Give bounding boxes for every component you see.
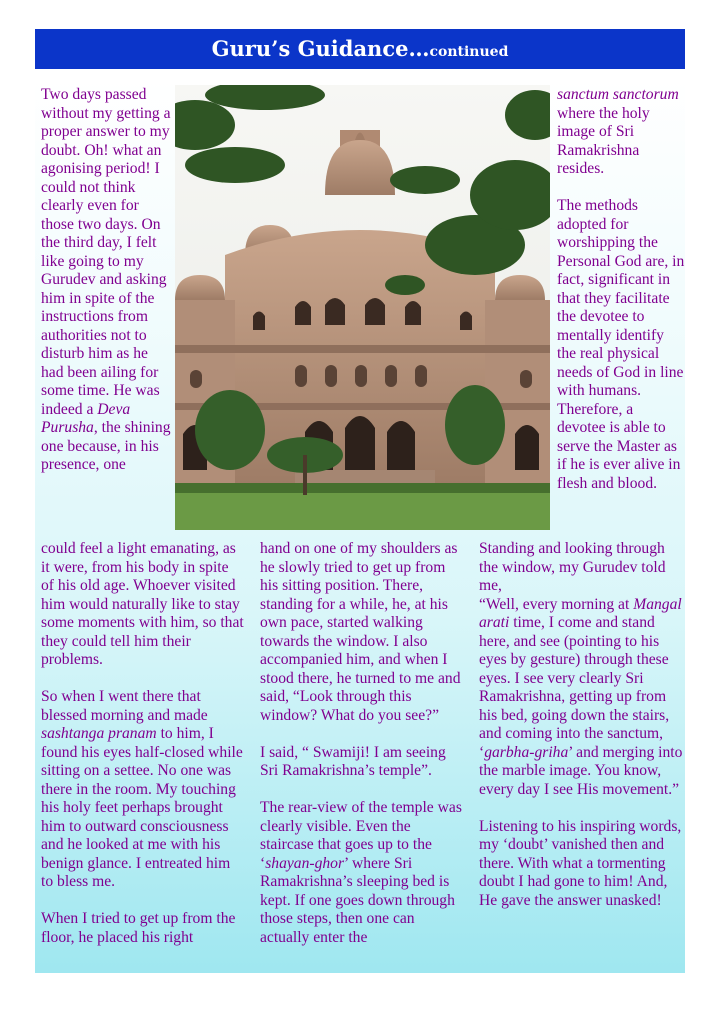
- page-title: Guru’s Guidance…: [211, 36, 430, 61]
- pranam-paragraph: [41, 688, 244, 892]
- pranam-text-end: to him, I found his eyes half-closed while sitting on a settee. No one was there in the room. My touching his holy feet perhaps brought him to outward consciousness and he looked at me with his benign glance. I entreated him to bless me.: [41, 725, 243, 890]
- shayan-ghor-term: shayan-ghor: [265, 854, 345, 872]
- deva-purusha-term: Deva Purusha: [41, 400, 131, 436]
- text-column-2: [260, 540, 464, 947]
- quote-middle: time, I come and stand here, and see (pointing to his eyes by gesture) through these eyes. I see very clearly Sri Ramakrishna, getting up from his bed, going down the stairs, and coming into the sanctum, ‘: [479, 614, 670, 761]
- quote-intro: Standing and looking through the window, my Gurudev told me,: [479, 540, 666, 594]
- sanctum-term: sanctum sanctorum: [557, 86, 679, 103]
- mangal-arati-term: Mangal arati: [479, 595, 682, 631]
- intro-text-end: , the shining one because, in his presence, one: [41, 419, 171, 473]
- sanctum-text: where the holy image of Sri Ramakrishna resides.: [557, 104, 650, 177]
- page-title-continued: continued: [429, 44, 509, 60]
- quote-start: “Well, every morning at: [479, 595, 634, 613]
- text-column-3: [479, 540, 685, 910]
- sanctum-paragraph: [557, 86, 685, 179]
- rear-view-paragraph: [260, 799, 464, 947]
- rear-view-text-end: ’ where Sri Ramakrishna’s sleeping bed is kept. If one goes down through those steps, then one can actually enter the: [260, 854, 455, 946]
- quote-end: ’ and merging into the marble image. You know, every day I see His movement.”: [479, 743, 683, 798]
- page-header-banner: [35, 29, 685, 69]
- window-paragraph: hand on one of my shoulders as he slowly tried to get up from his sitting position. There, standing for a while, he, at his own pace, started walking towards the window. I also accompanied him, and when I stood there, he turned to me and said, “Look through this window? What do you see?”: [260, 540, 461, 724]
- garbha-griha-term: garbha-griha: [484, 743, 569, 761]
- intro-column-right: [557, 86, 685, 493]
- intro-column-left: [41, 86, 171, 475]
- light-paragraph: could feel a light emanating, as it were, from his body in spite of his old age. Whoever visited him would naturally like to stay some moments with him, so that they could tell him their problems.: [41, 540, 244, 668]
- intro-text: Two days passed without my getting a proper answer to my doubt. Oh! what an agonising period! I could not think clearly even for those two days. On the third day, I felt like going to my Gurudev and asking him in spite of the instructions from authorities not to disturb him as he had been ailing for some time. He was indeed a: [41, 86, 171, 418]
- temple-reply-paragraph: I said, “ Swamiji! I am seeing Sri Ramakrishna’s temple”.: [260, 743, 446, 779]
- text-column-1: [41, 540, 244, 947]
- rear-view-text-start: The rear-view of the temple was clearly visible. Even the staircase that goes up to the ‘: [260, 799, 462, 872]
- methods-paragraph: The methods adopted for worshipping the Personal God are, in fact, significant in that they facilitate the devotee to mentally identify the real physical needs of God in line with humans. Therefore, a devotee is able to serve the Master as if he is ever alive in flesh and blood.: [557, 197, 685, 492]
- floor-paragraph: When I tried to get up from the floor, he placed his right: [41, 910, 236, 946]
- temple-photo-icon: [175, 85, 550, 530]
- doubt-vanished-paragraph: Listening to his inspiring words, my ‘doubt’ vanished then and there. With what a tormenting doubt I had gone to him! And, He gave the answer unasked!: [479, 817, 682, 909]
- pranam-text-start: So when I went there that blessed morning and made: [41, 688, 208, 724]
- sashtanga-pranam-term: sashtanga pranam: [41, 725, 157, 742]
- gurudev-quote-paragraph: [479, 540, 685, 799]
- intro-paragraph: [41, 86, 171, 475]
